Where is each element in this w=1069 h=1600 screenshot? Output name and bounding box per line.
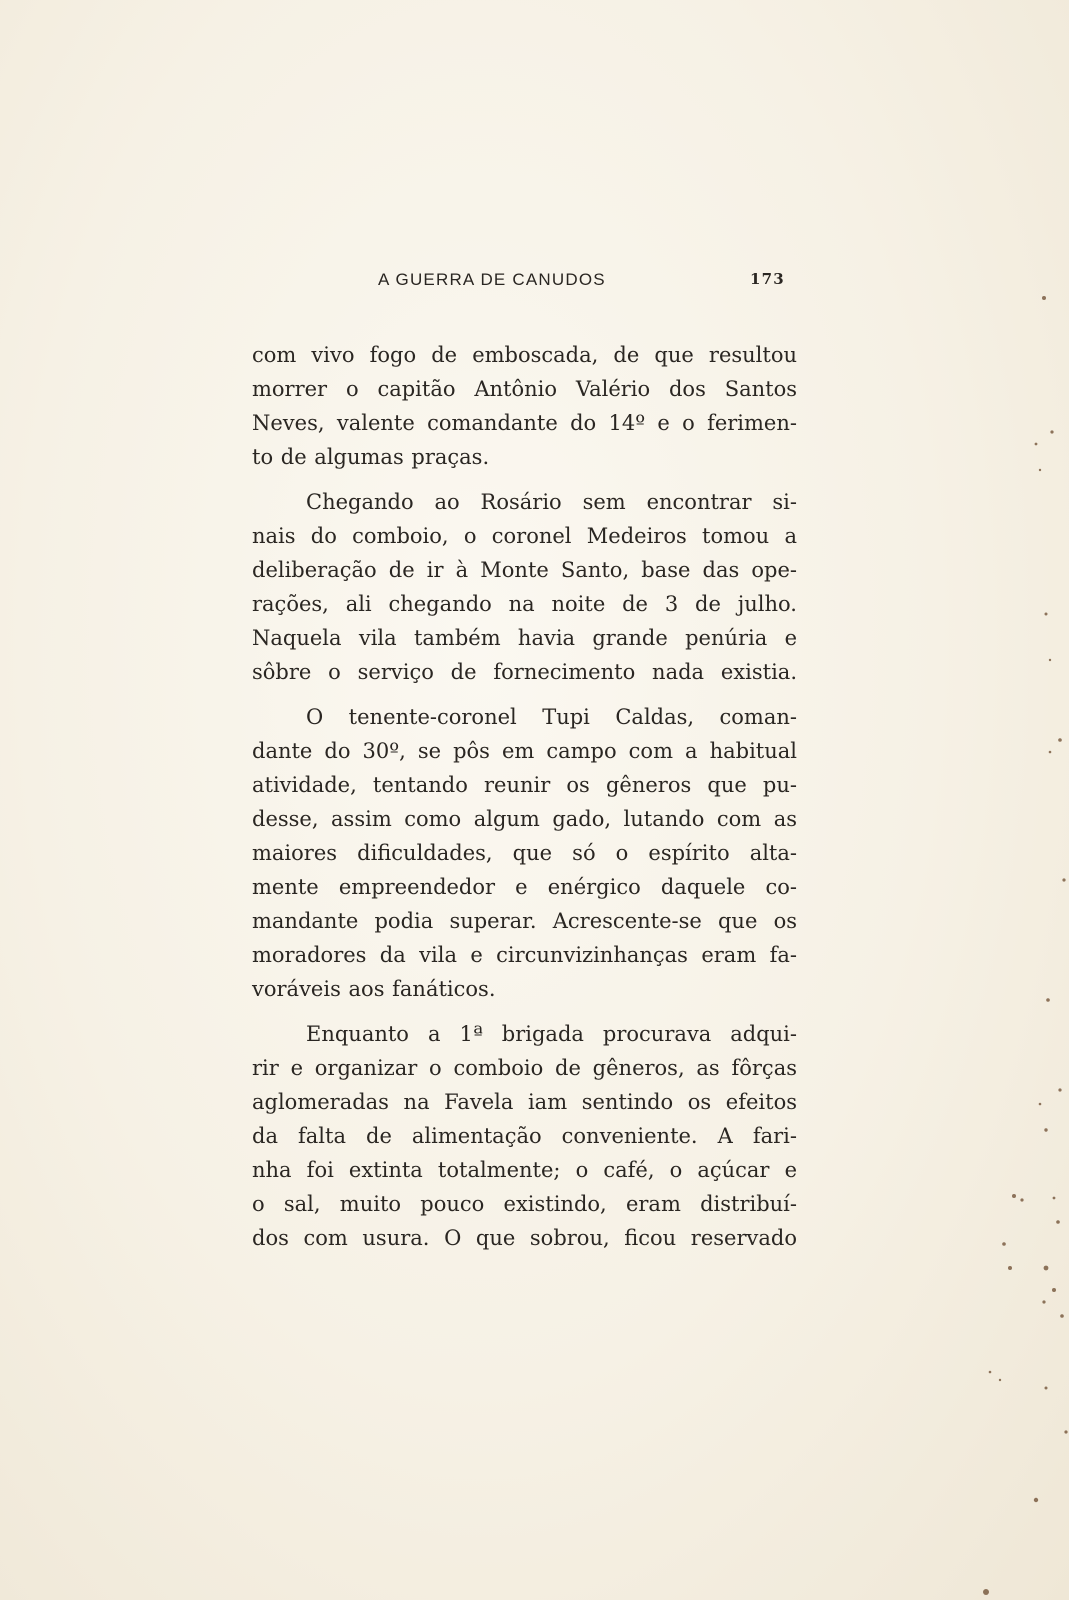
text-line: nha foi extinta totalmente; o café, o açúcar e bbox=[252, 1158, 797, 1182]
text-line: da falta de alimentação conveniente. A fari- bbox=[252, 1124, 797, 1148]
text-line: maiores dificuldades, que só o espírito alta- bbox=[252, 841, 797, 865]
text-line: o sal, muito pouco existindo, eram distribuí- bbox=[252, 1192, 797, 1216]
text-line: desse, assim como algum gado, lutando com as bbox=[252, 807, 797, 831]
paragraph-4 bbox=[252, 1017, 797, 1255]
text-line: rações, ali chegando na noite de 3 de julho. bbox=[252, 592, 797, 616]
text-line: O tenente-coronel Tupi Caldas, coman- bbox=[306, 705, 797, 729]
text-line: nais do comboio, o coronel Medeiros tomou a bbox=[252, 524, 797, 548]
page-number: 173 bbox=[750, 270, 785, 288]
text-line: dos com usura. O que sobrou, ficou reservado bbox=[252, 1226, 797, 1250]
text-line: moradores da vila e circunvizinhanças eram fa- bbox=[252, 943, 797, 967]
text-line: voráveis aos fanáticos. bbox=[252, 977, 496, 1001]
text-line: deliberação de ir à Monte Santo, base das ope- bbox=[252, 558, 797, 582]
text-line: atividade, tentando reunir os gêneros que pu- bbox=[252, 773, 797, 797]
text-line: mandante podia superar. Acrescente-se que os bbox=[252, 909, 797, 933]
paragraph-2 bbox=[252, 485, 797, 689]
text-line: Naquela vila também havia grande penúria e bbox=[252, 626, 797, 650]
body-text bbox=[252, 338, 797, 1266]
text-line: aglomeradas na Favela iam sentindo os efeitos bbox=[252, 1090, 797, 1114]
text-line: Chegando ao Rosário sem encontrar si- bbox=[306, 490, 797, 514]
running-head-title: A GUERRA DE CANUDOS bbox=[378, 270, 606, 289]
paragraph-3 bbox=[252, 700, 797, 1006]
paragraph-1 bbox=[252, 338, 797, 474]
running-header bbox=[378, 270, 798, 294]
text-line: rir e organizar o comboio de gêneros, as fôrças bbox=[252, 1056, 797, 1080]
text-line: dante do 30º, se pôs em campo com a habitual bbox=[252, 739, 797, 763]
text-line: sôbre o serviço de fornecimento nada existia. bbox=[252, 660, 797, 684]
text-line: Neves, valente comandante do 14º e o ferimen- bbox=[252, 411, 797, 435]
text-line: mente empreendedor e enérgico daquele co- bbox=[252, 875, 797, 899]
text-line: com vivo fogo de emboscada, de que resultou bbox=[252, 343, 797, 367]
text-line: Enquanto a 1ª brigada procurava adqui- bbox=[306, 1022, 797, 1046]
text-line: morrer o capitão Antônio Valério dos Santos bbox=[252, 377, 797, 401]
text-line: to de algumas praças. bbox=[252, 445, 490, 469]
